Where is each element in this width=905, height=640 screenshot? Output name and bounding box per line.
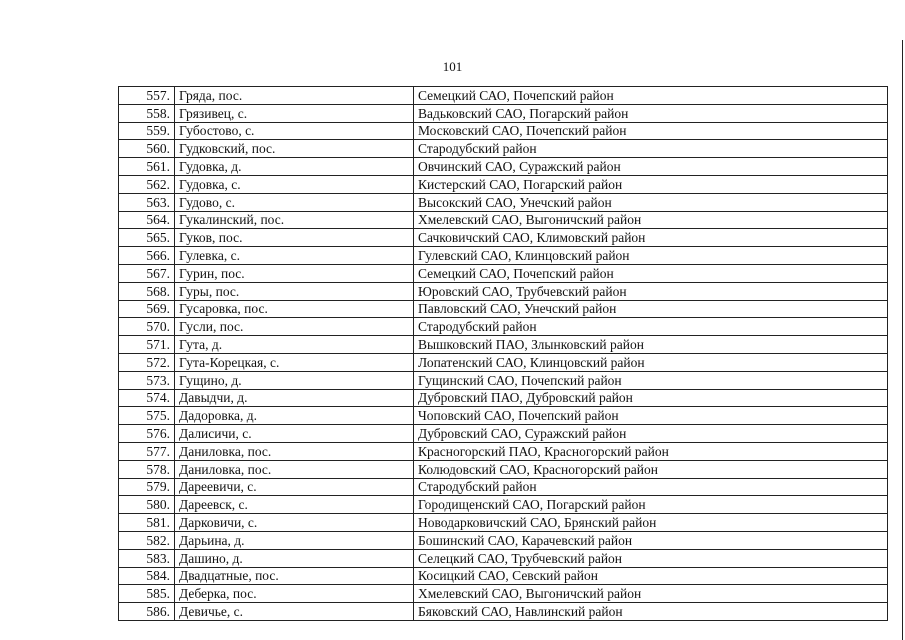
table-row [119,300,888,318]
administrative-unit: Дубровский САО, Суражский район [414,425,888,443]
row-number: 586. [119,603,175,621]
table-row [119,87,888,105]
settlement-name: Гудовка, с. [175,175,414,193]
settlement-name: Дадоровка, д. [175,407,414,425]
row-number: 558. [119,104,175,122]
table-row [119,353,888,371]
table-row [119,336,888,354]
administrative-unit: Сачковичский САО, Климовский район [414,229,888,247]
settlement-name: Дареевск, с. [175,496,414,514]
administrative-unit: Чоповский САО, Почепский район [414,407,888,425]
administrative-unit: Лопатенский САО, Клинцовский район [414,353,888,371]
settlements-table-body [119,87,888,621]
administrative-unit: Павловский САО, Унечский район [414,300,888,318]
settlement-name: Двадцатные, пос. [175,567,414,585]
row-number: 563. [119,193,175,211]
table-row [119,585,888,603]
settlement-name: Дарьина, д. [175,531,414,549]
settlement-name: Гусаровка, пос. [175,300,414,318]
settlement-name: Гурин, пос. [175,264,414,282]
administrative-unit: Селецкий САО, Трубчевский район [414,549,888,567]
table-row [119,425,888,443]
row-number: 583. [119,549,175,567]
settlement-name: Дарковичи, с. [175,514,414,532]
settlement-name: Гута-Корецкая, с. [175,353,414,371]
administrative-unit: Косицкий САО, Севский район [414,567,888,585]
administrative-unit: Московский САО, Почепский район [414,122,888,140]
administrative-unit: Стародубский район [414,478,888,496]
table-row [119,567,888,585]
settlement-name: Грязивец, с. [175,104,414,122]
table-row [119,389,888,407]
table-row [119,193,888,211]
settlement-name: Гущино, д. [175,371,414,389]
administrative-unit: Высокский САО, Унечский район [414,193,888,211]
table-row [119,442,888,460]
administrative-unit: Бяковский САО, Навлинский район [414,603,888,621]
administrative-unit: Гущинский САО, Почепский район [414,371,888,389]
administrative-unit: Красногорский ПАО, Красногорский район [414,442,888,460]
settlement-name: Давыдчи, д. [175,389,414,407]
administrative-unit: Городищенский САО, Погарский район [414,496,888,514]
table-row [119,407,888,425]
row-number: 564. [119,211,175,229]
table-row [119,603,888,621]
settlement-name: Даниловка, пос. [175,460,414,478]
row-number: 578. [119,460,175,478]
administrative-unit: Колюдовский САО, Красногорский район [414,460,888,478]
table-row [119,496,888,514]
row-number: 571. [119,336,175,354]
page-number: 101 [442,59,463,74]
settlement-name: Даниловка, пос. [175,442,414,460]
settlement-name: Гута, д. [175,336,414,354]
settlement-name: Дареевичи, с. [175,478,414,496]
row-number: 581. [119,514,175,532]
settlement-name: Девичье, с. [175,603,414,621]
row-number: 570. [119,318,175,336]
row-number: 567. [119,264,175,282]
table-row [119,140,888,158]
row-number: 574. [119,389,175,407]
table-row [119,229,888,247]
row-number: 559. [119,122,175,140]
settlement-name: Гукалинский, пос. [175,211,414,229]
table-row [119,175,888,193]
row-number: 576. [119,425,175,443]
page-edge-line [902,40,903,640]
administrative-unit: Хмелевский САО, Выгоничский район [414,211,888,229]
settlement-name: Гулевка, с. [175,247,414,265]
row-number: 582. [119,531,175,549]
settlement-name: Гряда, пос. [175,87,414,105]
row-number: 573. [119,371,175,389]
administrative-unit: Дубровский ПАО, Дубровский район [414,389,888,407]
administrative-unit: Овчинский САО, Суражский район [414,158,888,176]
row-number: 580. [119,496,175,514]
settlement-name: Гусли, пос. [175,318,414,336]
table-row [119,478,888,496]
row-number: 575. [119,407,175,425]
row-number: 584. [119,567,175,585]
table-row [119,371,888,389]
table-row [119,211,888,229]
settlement-name: Гудковский, пос. [175,140,414,158]
table-row [119,122,888,140]
administrative-unit: Вадьковский САО, Погарский район [414,104,888,122]
administrative-unit: Стародубский район [414,318,888,336]
administrative-unit: Юровский САО, Трубчевский район [414,282,888,300]
administrative-unit: Семецкий САО, Почепский район [414,264,888,282]
row-number: 585. [119,585,175,603]
settlement-name: Гуков, пос. [175,229,414,247]
administrative-unit: Гулевский САО, Клинцовский район [414,247,888,265]
row-number: 565. [119,229,175,247]
table-row [119,104,888,122]
row-number: 572. [119,353,175,371]
settlement-name: Гудово, с. [175,193,414,211]
row-number: 557. [119,87,175,105]
settlement-name: Дашино, д. [175,549,414,567]
settlement-name: Гудовка, д. [175,158,414,176]
administrative-unit: Вышковский ПАО, Злынковский район [414,336,888,354]
administrative-unit: Стародубский район [414,140,888,158]
table-row [119,282,888,300]
row-number: 579. [119,478,175,496]
row-number: 560. [119,140,175,158]
settlement-name: Гуры, пос. [175,282,414,300]
row-number: 569. [119,300,175,318]
table-row [119,549,888,567]
table-row [119,264,888,282]
administrative-unit: Новодарковичский САО, Брянский район [414,514,888,532]
row-number: 561. [119,158,175,176]
administrative-unit: Хмелевский САО, Выгоничский район [414,585,888,603]
table-row [119,514,888,532]
table-row [119,318,888,336]
row-number: 577. [119,442,175,460]
settlement-name: Губостово, с. [175,122,414,140]
settlements-table [118,86,888,621]
administrative-unit: Кистерский САО, Погарский район [414,175,888,193]
row-number: 562. [119,175,175,193]
table-row [119,460,888,478]
row-number: 566. [119,247,175,265]
table-row [119,247,888,265]
administrative-unit: Семецкий САО, Почепский район [414,87,888,105]
table-row [119,158,888,176]
row-number: 568. [119,282,175,300]
settlement-name: Деберка, пос. [175,585,414,603]
administrative-unit: Бошинский САО, Карачевский район [414,531,888,549]
settlement-name: Далисичи, с. [175,425,414,443]
table-row [119,531,888,549]
